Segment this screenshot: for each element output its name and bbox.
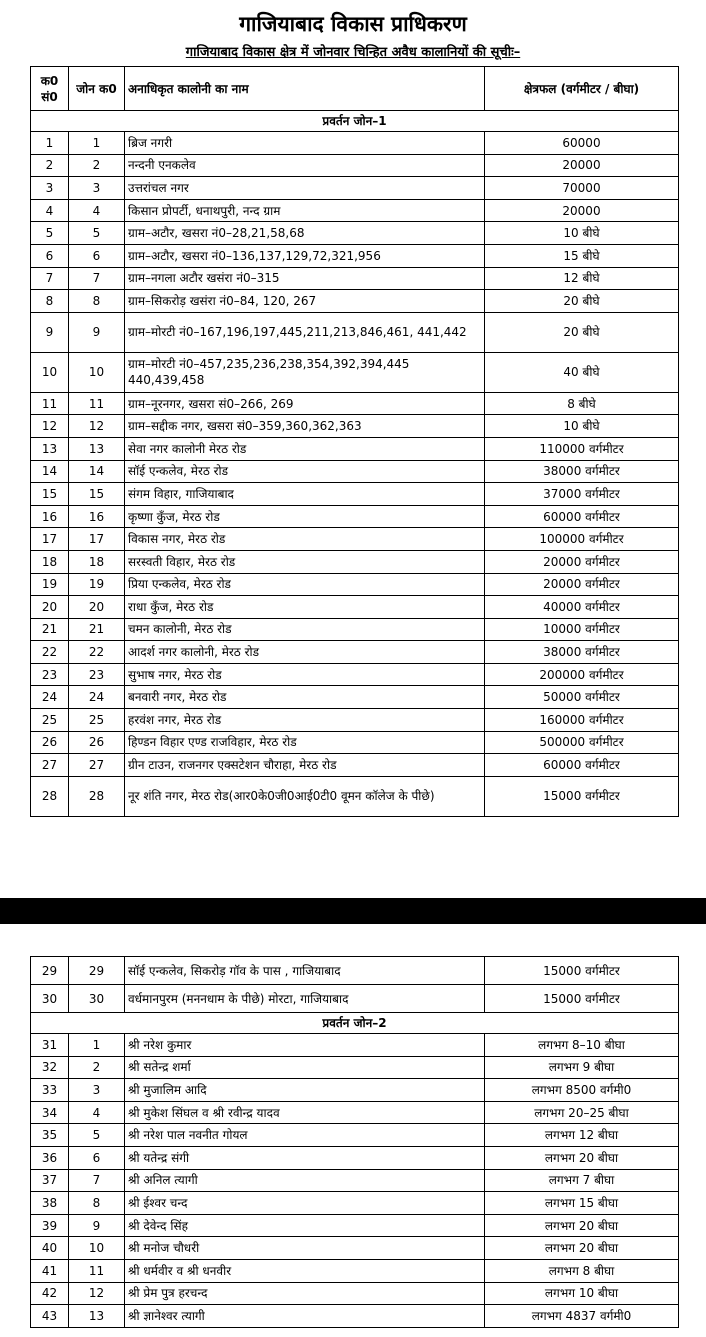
colony-name-cell: ग्राम–नूरनगर, खसरा सं0–266, 269 [125, 392, 485, 415]
zone-no-cell: 22 [69, 641, 125, 664]
serial-cell: 3 [31, 177, 69, 200]
zone-no-cell: 7 [69, 1169, 125, 1192]
serial-cell: 25 [31, 709, 69, 732]
serial-cell: 15 [31, 483, 69, 506]
table-row [31, 528, 679, 551]
colony-name-cell: ग्राम–मोरटी नं0–457,235,236,238,354,392,394,445 440,439,458 [125, 352, 485, 392]
colony-name-cell: राधा कुँज, मेरठ रोड [125, 596, 485, 619]
serial-cell: 4 [31, 199, 69, 222]
table-row [31, 267, 679, 290]
colony-name-cell: नूर शंति नगर, मेरठ रोड(आर0के0जी0आई0टी0 वूमन कॉलेज के पीछे) [125, 776, 485, 816]
zone1-heading: प्रवर्तन जोन–1 [31, 111, 679, 132]
table-row [31, 177, 679, 200]
serial-cell: 27 [31, 754, 69, 777]
area-cell: 100000 वर्गमीटर [485, 528, 679, 551]
header-colony-name: अनाधिकृत कालोनी का नाम [125, 67, 485, 111]
serial-cell: 23 [31, 663, 69, 686]
zone-heading-row [31, 111, 679, 132]
area-cell: लगभग 20 बीघा [485, 1146, 679, 1169]
table-row [31, 1124, 679, 1147]
table-row [31, 1192, 679, 1215]
colony-name-cell: ग्राम–मोरटी नं0–167,196,197,445,211,213,846,461, 441,442 [125, 312, 485, 352]
serial-cell: 32 [31, 1056, 69, 1079]
zone-no-cell: 2 [69, 154, 125, 177]
area-cell: लगभग 7 बीघा [485, 1169, 679, 1192]
area-cell: लगभग 8500 वर्गमी0 [485, 1079, 679, 1102]
colony-name-cell: श्री देवेन्द सिंह [125, 1214, 485, 1237]
zone-no-cell: 3 [69, 1079, 125, 1102]
area-cell: लगभग 15 बीघा [485, 1192, 679, 1215]
colony-name-cell: कृष्णा कुँज, मेरठ रोड [125, 505, 485, 528]
table-row [31, 573, 679, 596]
colony-name-cell: सरस्वती विहार, मेरठ रोड [125, 550, 485, 573]
zone-no-cell: 16 [69, 505, 125, 528]
serial-cell: 37 [31, 1169, 69, 1192]
area-cell: 37000 वर्गमीटर [485, 483, 679, 506]
serial-cell: 12 [31, 415, 69, 438]
colony-name-cell: श्री सतेन्द्र शर्मा [125, 1056, 485, 1079]
colony-name-cell: श्री अनिल त्यागी [125, 1169, 485, 1192]
serial-cell: 29 [31, 957, 69, 985]
zone-no-cell: 6 [69, 1146, 125, 1169]
zone-no-cell: 13 [69, 1305, 125, 1328]
colony-name-cell: वर्धमानपुरम (मननधाम के पीछे) मोरटा, गाजियाबाद [125, 985, 485, 1013]
serial-cell: 17 [31, 528, 69, 551]
serial-cell: 28 [31, 776, 69, 816]
zone-no-cell: 6 [69, 244, 125, 267]
colony-name-cell: विकास नगर, मेरठ रोड [125, 528, 485, 551]
table-row [31, 1034, 679, 1057]
serial-cell: 22 [31, 641, 69, 664]
serial-cell: 35 [31, 1124, 69, 1147]
colony-name-cell: उत्तरांचल नगर [125, 177, 485, 200]
serial-cell: 11 [31, 392, 69, 415]
zone-no-cell: 23 [69, 663, 125, 686]
table-row [31, 312, 679, 352]
table-row [31, 1146, 679, 1169]
colony-name-cell: श्री मनोज चौधरी [125, 1237, 485, 1260]
page-subtitle: गाजियाबाद विकास क्षेत्र में जोनवार चिन्हित अवैध कालानियों की सूचीः– [185, 45, 521, 60]
zone-no-cell: 15 [69, 483, 125, 506]
area-cell: लगभग 8 बीघा [485, 1259, 679, 1282]
zone-heading-row [31, 1013, 679, 1034]
serial-cell: 19 [31, 573, 69, 596]
colony-name-cell: सॉई एन्कलेव, मेरठ रोड [125, 460, 485, 483]
serial-cell: 38 [31, 1192, 69, 1215]
zone-no-cell: 17 [69, 528, 125, 551]
area-cell: 70000 [485, 177, 679, 200]
zone-no-cell: 13 [69, 437, 125, 460]
zone-no-cell: 11 [69, 1259, 125, 1282]
colony-table-page-1 [30, 66, 679, 817]
zone-no-cell: 4 [69, 199, 125, 222]
serial-cell: 21 [31, 618, 69, 641]
page-title: गाजियाबाद विकास प्राधिकरण [239, 12, 467, 36]
colony-table-page-2 [30, 956, 679, 1328]
colony-name-cell: श्री मुकेश सिंघल व श्री रवीन्द्र यादव [125, 1101, 485, 1124]
zone-no-cell: 25 [69, 709, 125, 732]
area-cell: 15 बीघे [485, 244, 679, 267]
zone-no-cell: 2 [69, 1056, 125, 1079]
serial-cell: 9 [31, 312, 69, 352]
table-row [31, 244, 679, 267]
area-cell: 20 बीघे [485, 312, 679, 352]
table-row [31, 415, 679, 438]
colony-name-cell: सुभाष नगर, मेरठ रोड [125, 663, 485, 686]
zone-no-cell: 18 [69, 550, 125, 573]
area-cell: लगभग 10 बीघा [485, 1282, 679, 1305]
zone-no-cell: 14 [69, 460, 125, 483]
table-row [31, 596, 679, 619]
zone-no-cell: 21 [69, 618, 125, 641]
zone2-heading: प्रवर्तन जोन–2 [31, 1013, 679, 1034]
area-cell: 10 बीघे [485, 415, 679, 438]
area-cell: 60000 [485, 132, 679, 155]
table-row [31, 483, 679, 506]
zone-no-cell: 5 [69, 222, 125, 245]
table-row [31, 1214, 679, 1237]
table-row [31, 641, 679, 664]
area-cell: लगभग 20 बीघा [485, 1237, 679, 1260]
zone-no-cell: 26 [69, 731, 125, 754]
area-cell: 8 बीघे [485, 392, 679, 415]
serial-cell: 42 [31, 1282, 69, 1305]
colony-name-cell: प्रिया एन्कलेव, मेरठ रोड [125, 573, 485, 596]
area-cell: 20000 [485, 154, 679, 177]
table-row [31, 154, 679, 177]
area-cell: लगभग 4837 वर्गमी0 [485, 1305, 679, 1328]
serial-cell: 43 [31, 1305, 69, 1328]
area-cell: 15000 वर्गमीटर [485, 957, 679, 985]
table-row [31, 1282, 679, 1305]
table-row [31, 132, 679, 155]
colony-name-cell: आदर्श नगर कालोनी, मेरठ रोड [125, 641, 485, 664]
zone-no-cell: 5 [69, 1124, 125, 1147]
zone-no-cell: 9 [69, 312, 125, 352]
serial-cell: 13 [31, 437, 69, 460]
serial-cell: 39 [31, 1214, 69, 1237]
serial-cell: 16 [31, 505, 69, 528]
serial-cell: 6 [31, 244, 69, 267]
area-cell: 38000 वर्गमीटर [485, 641, 679, 664]
area-cell: 12 बीघे [485, 267, 679, 290]
header-serial: क0 सं0 [31, 67, 69, 111]
zone-no-cell: 10 [69, 352, 125, 392]
zone-no-cell: 3 [69, 177, 125, 200]
colony-name-cell: चमन कालोनी, मेरठ रोड [125, 618, 485, 641]
colony-name-cell: ग्राम–अटौर, खसरा नं0–136,137,129,72,321,956 [125, 244, 485, 267]
zone-no-cell: 28 [69, 776, 125, 816]
area-cell: लगभग 12 बीघा [485, 1124, 679, 1147]
colony-name-cell: श्री ज्ञानेश्वर त्यागी [125, 1305, 485, 1328]
zone-no-cell: 29 [69, 957, 125, 985]
colony-name-cell: श्री मुजालिम आदि [125, 1079, 485, 1102]
table-row [31, 754, 679, 777]
header-zone: जोन क0 [69, 67, 125, 111]
table-row [31, 663, 679, 686]
colony-name-cell: सॉई एन्कलेव, सिकरोड़ गॉव के पास , गाजियाबाद [125, 957, 485, 985]
zone-no-cell: 11 [69, 392, 125, 415]
zone-no-cell: 20 [69, 596, 125, 619]
table-row [31, 1259, 679, 1282]
table-row [31, 1101, 679, 1124]
zone-no-cell: 8 [69, 290, 125, 313]
serial-cell: 1 [31, 132, 69, 155]
colony-name-cell: ब्रिज नगरी [125, 132, 485, 155]
zone-no-cell: 7 [69, 267, 125, 290]
colony-name-cell: हरवंश नगर, मेरठ रोड [125, 709, 485, 732]
zone-no-cell: 27 [69, 754, 125, 777]
colony-name-cell: श्री नरेश पाल नवनीत गोयल [125, 1124, 485, 1147]
zone-no-cell: 24 [69, 686, 125, 709]
area-cell: 20000 [485, 199, 679, 222]
serial-cell: 36 [31, 1146, 69, 1169]
area-cell: 15000 वर्गमीटर [485, 776, 679, 816]
serial-cell: 30 [31, 985, 69, 1013]
area-cell: 15000 वर्गमीटर [485, 985, 679, 1013]
document-page-2 [0, 924, 706, 1337]
table-row [31, 985, 679, 1013]
serial-cell: 24 [31, 686, 69, 709]
area-cell: लगभग 9 बीघा [485, 1056, 679, 1079]
colony-name-cell: ग्राम–अटौर, खसरा नं0–28,21,58,68 [125, 222, 485, 245]
area-cell: 10000 वर्गमीटर [485, 618, 679, 641]
header-area: क्षेत्रफल (वर्गमीटर / बीघा) [485, 67, 679, 111]
table-row [31, 199, 679, 222]
area-cell: 40000 वर्गमीटर [485, 596, 679, 619]
area-cell: 60000 वर्गमीटर [485, 505, 679, 528]
area-cell: 20000 वर्गमीटर [485, 550, 679, 573]
table-row [31, 1305, 679, 1328]
zone-no-cell: 8 [69, 1192, 125, 1215]
area-cell: लगभग 20–25 बीघा [485, 1101, 679, 1124]
serial-cell: 41 [31, 1259, 69, 1282]
zone-no-cell: 30 [69, 985, 125, 1013]
table-row [31, 1056, 679, 1079]
zone-no-cell: 10 [69, 1237, 125, 1260]
table-row [31, 618, 679, 641]
table-row [31, 686, 679, 709]
table-row [31, 505, 679, 528]
table-row [31, 437, 679, 460]
colony-name-cell: श्री प्रेम पुत्र हरचन्द [125, 1282, 485, 1305]
colony-name-cell: संगम विहार, गाजियाबाद [125, 483, 485, 506]
area-cell: 60000 वर्गमीटर [485, 754, 679, 777]
area-cell: 40 बीघे [485, 352, 679, 392]
table-row [31, 731, 679, 754]
serial-cell: 18 [31, 550, 69, 573]
colony-name-cell: बनवारी नगर, मेरठ रोड [125, 686, 485, 709]
area-cell: 500000 वर्गमीटर [485, 731, 679, 754]
serial-cell: 34 [31, 1101, 69, 1124]
area-cell: 110000 वर्गमीटर [485, 437, 679, 460]
serial-cell: 31 [31, 1034, 69, 1057]
zone-no-cell: 9 [69, 1214, 125, 1237]
table-row [31, 957, 679, 985]
table-row [31, 776, 679, 816]
serial-cell: 8 [31, 290, 69, 313]
colony-name-cell: ग्रीन टाउन, राजनगर एक्सटेशन चौराहा, मेरठ रोड [125, 754, 485, 777]
zone-no-cell: 4 [69, 1101, 125, 1124]
table-row [31, 222, 679, 245]
serial-cell: 10 [31, 352, 69, 392]
colony-name-cell: हिण्डन विहार एण्ड राजविहार, मेरठ रोड [125, 731, 485, 754]
table-row [31, 550, 679, 573]
zone-no-cell: 12 [69, 415, 125, 438]
serial-cell: 40 [31, 1237, 69, 1260]
table-row [31, 290, 679, 313]
zone-no-cell: 19 [69, 573, 125, 596]
area-cell: 200000 वर्गमीटर [485, 663, 679, 686]
colony-name-cell: श्री धर्मवीर व श्री धनवीर [125, 1259, 485, 1282]
colony-name-cell: श्री ईश्वर चन्द [125, 1192, 485, 1215]
colony-name-cell: ग्राम–सिकरोड़ खसंरा नं0–84, 120, 267 [125, 290, 485, 313]
area-cell: 160000 वर्गमीटर [485, 709, 679, 732]
page-separator [0, 898, 706, 924]
zone-no-cell: 1 [69, 132, 125, 155]
table-row [31, 709, 679, 732]
colony-name-cell: सेवा नगर कालोनी मेरठ रोड [125, 437, 485, 460]
serial-cell: 33 [31, 1079, 69, 1102]
area-cell: लगभग 8–10 बीघा [485, 1034, 679, 1057]
area-cell: 10 बीघे [485, 222, 679, 245]
area-cell: 50000 वर्गमीटर [485, 686, 679, 709]
colony-name-cell: श्री नरेश कुमार [125, 1034, 485, 1057]
colony-name-cell: किसान प्रोपर्टी, धनाथपुरी, नन्द ग्राम [125, 199, 485, 222]
colony-name-cell: ग्राम–सद्दीक नगर, खसरा सं0–359,360,362,363 [125, 415, 485, 438]
zone-no-cell: 1 [69, 1034, 125, 1057]
area-cell: 38000 वर्गमीटर [485, 460, 679, 483]
zone-no-cell: 12 [69, 1282, 125, 1305]
table-row [31, 392, 679, 415]
colony-name-cell: श्री यतेन्द्र संगी [125, 1146, 485, 1169]
serial-cell: 2 [31, 154, 69, 177]
table-row [31, 352, 679, 392]
table-row [31, 1169, 679, 1192]
serial-cell: 26 [31, 731, 69, 754]
serial-cell: 7 [31, 267, 69, 290]
serial-cell: 5 [31, 222, 69, 245]
table-row [31, 460, 679, 483]
table-row [31, 1237, 679, 1260]
area-cell: 20 बीघे [485, 290, 679, 313]
colony-name-cell: ग्राम–नगला अटौर खसंरा नं0–315 [125, 267, 485, 290]
serial-cell: 14 [31, 460, 69, 483]
colony-name-cell: नन्दनी एनकलेव [125, 154, 485, 177]
serial-cell: 20 [31, 596, 69, 619]
area-cell: 20000 वर्गमीटर [485, 573, 679, 596]
area-cell: लगभग 20 बीघा [485, 1214, 679, 1237]
table-row [31, 1079, 679, 1102]
